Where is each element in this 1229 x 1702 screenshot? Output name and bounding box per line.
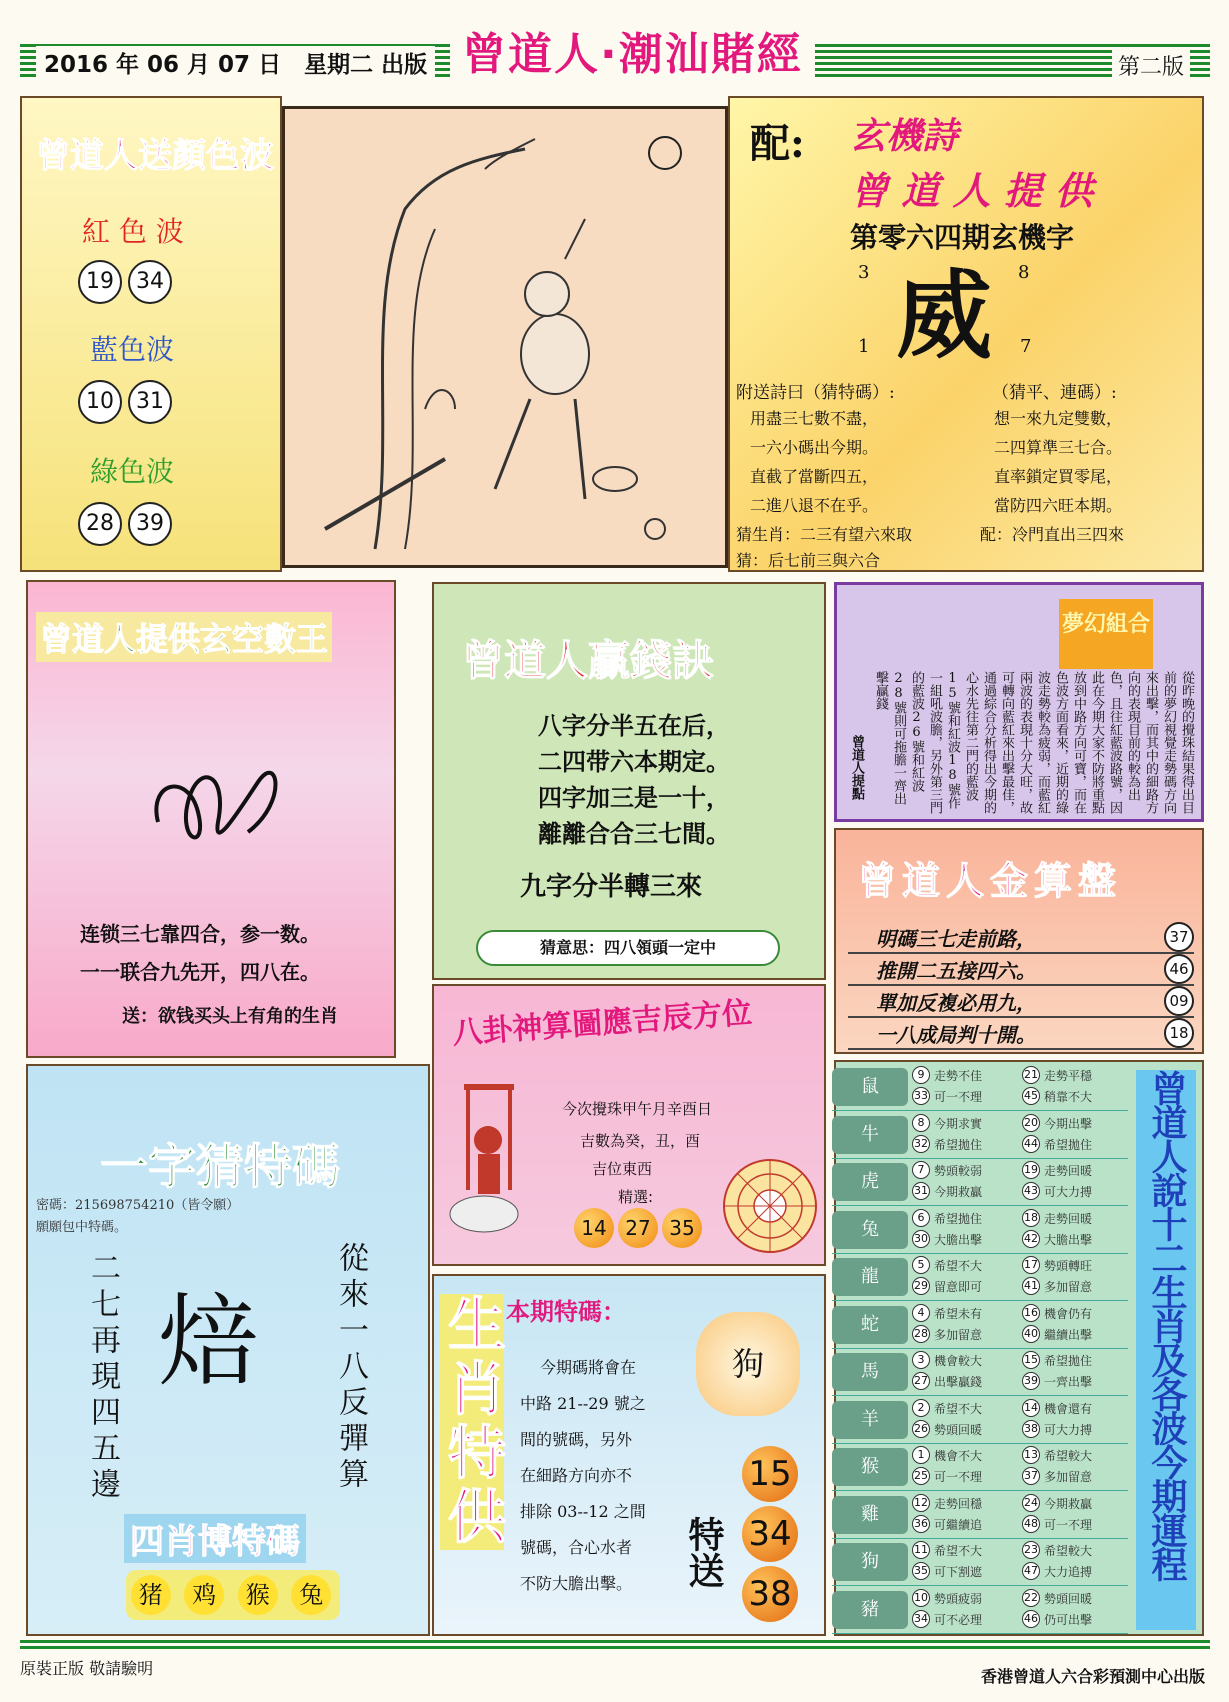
calc-row (848, 986, 1194, 1018)
zodiac-animal: 羊 (832, 1401, 908, 1439)
zodiac-ball: 兔 (291, 1575, 331, 1615)
calc-verse: 推開二五接四六。 (876, 958, 1036, 983)
fortune-text: 希望較大 (1044, 1544, 1093, 1558)
zodiac-fortune-row (832, 1254, 1128, 1301)
fortune-number: 4 (912, 1304, 930, 1322)
calc-row (848, 954, 1194, 986)
page-header (20, 18, 1210, 80)
win-title: 曾道人贏錢訣 (462, 636, 715, 685)
fortune-col-b (1018, 1586, 1128, 1634)
xuankong-line2: 一一联合九先开，四八在。 (80, 960, 320, 984)
zodiac-animal: 狗 (832, 1543, 908, 1581)
red-ball: 19 (78, 260, 122, 304)
zodiac-fortune-row (832, 1587, 1128, 1634)
fortune-text: 勢頭疲弱 (934, 1591, 983, 1606)
fortune-number: 26 (912, 1420, 930, 1438)
win-verses (538, 708, 730, 852)
bagua-line1: 今次攪珠甲午月辛酉日 (562, 1100, 713, 1118)
calc-row (848, 1018, 1194, 1050)
fortune-text: 勢頭較弱 (934, 1164, 983, 1178)
fortune-number: 38 (1022, 1420, 1040, 1438)
one-char-title: 一字猜特碼 (100, 1139, 341, 1195)
fortune-text: 希望較大 (1044, 1449, 1093, 1463)
zodiac-animal: 虎 (832, 1163, 908, 1201)
fortune-text: 機會還有 (1044, 1401, 1093, 1416)
fortune-text: 今期救贏 (934, 1185, 983, 1199)
poem-issue: 第零六四期玄機字 (850, 221, 1075, 254)
fortune-col-a (908, 1158, 1018, 1206)
zodiac-fortune-row (832, 1112, 1128, 1159)
fortune-text: 希望拋住 (934, 1211, 983, 1226)
illustration-panel (282, 106, 728, 568)
red-wave-label: 紅 色 波 (82, 215, 184, 248)
calc-verse: 一八成局判十開。 (876, 1022, 1036, 1047)
special-ball: 34 (742, 1506, 798, 1562)
combo-signature: 曾道人提點 (849, 735, 864, 800)
zodiac-fortune-row (832, 1302, 1128, 1349)
fortune-text: 大膽出擊 (934, 1232, 983, 1247)
verse: 離離合合三七間。 (538, 819, 730, 848)
num-top-left: 3 (858, 262, 870, 283)
green-ball: 39 (128, 502, 172, 546)
fortune-text: 多加留意 (1044, 1280, 1093, 1294)
win-panel (432, 582, 826, 980)
zodiac-fortune-row (832, 1064, 1128, 1111)
zodiac-ball: 鸡 (184, 1575, 224, 1615)
fortune-number: 28 (912, 1325, 930, 1343)
fortune-text: 可一不理 (1044, 1517, 1093, 1532)
verse: 四字加三是一十， (538, 783, 730, 812)
fortune-number: 18 (1022, 1209, 1040, 1227)
blue-ball: 31 (128, 380, 172, 424)
fortune-col-a (908, 1586, 1018, 1634)
calc-number: 37 (1164, 922, 1194, 952)
bagua-ball: 35 (662, 1208, 702, 1248)
fortune-text: 希望不大 (934, 1544, 983, 1558)
fortune-text: 走勢回穩 (934, 1496, 983, 1511)
fortune-text: 大膽出擊 (1044, 1232, 1093, 1247)
fortune-number: 24 (1022, 1494, 1040, 1512)
fortune-text: 可下割遮 (934, 1565, 983, 1579)
fortune-number: 40 (1022, 1325, 1040, 1343)
footer-left: 原裝正版 敬請驗明 (20, 1659, 154, 1678)
fortune-number: 25 (912, 1467, 930, 1485)
xuankong-title: 曾道人提供玄空數王 (36, 612, 332, 662)
fortune-col-a (908, 1111, 1018, 1159)
fortune-number: 37 (1022, 1467, 1040, 1485)
blue-wave-label: 藍色波 (90, 333, 175, 366)
fortune-number: 9 (912, 1066, 930, 1084)
fortune-number: 3 (912, 1351, 930, 1369)
green-ball: 28 (78, 502, 122, 546)
bagua-numbers (574, 1208, 706, 1248)
fortune-text: 可一不理 (934, 1470, 983, 1484)
verse: 二進八退不在乎。 (750, 496, 879, 515)
fortune-text: 多加留意 (1044, 1470, 1093, 1484)
fortune-number: 21 (1022, 1066, 1040, 1084)
special-ball: 38 (742, 1566, 798, 1622)
verse: 想一來九定雙數， (994, 409, 1123, 428)
fortune-number: 7 (912, 1161, 930, 1179)
secret-code-note: 願願包中特碼。 (36, 1220, 128, 1235)
blue-ball: 10 (78, 380, 122, 424)
red-wave-numbers (78, 260, 178, 304)
fortune-number: 27 (912, 1372, 930, 1390)
text-line: 今期碼將會在 (540, 1358, 637, 1377)
fortune-col-a (908, 1301, 1018, 1349)
special-send: 特送 (683, 1516, 724, 1588)
fortune-col-a (908, 1396, 1018, 1444)
fortune-text: 機會不大 (934, 1449, 983, 1463)
fortune-number: 31 (912, 1182, 930, 1200)
calc-number: 46 (1164, 954, 1194, 984)
fortune-text: 走勢回暖 (1044, 1211, 1093, 1226)
zodiac-animal: 猴 (832, 1448, 908, 1486)
fortune-text: 留意即可 (934, 1280, 983, 1294)
fortune-number: 43 (1022, 1182, 1040, 1200)
fortune-text: 希望不大 (934, 1259, 983, 1273)
bagua-ball: 27 (618, 1208, 658, 1248)
fortune-text: 希望拋住 (1044, 1354, 1093, 1368)
fortune-number: 10 (912, 1589, 930, 1607)
verse: 當防四六旺本期。 (994, 496, 1123, 515)
xuankong-line1: 连锁三七靠四合，参一数。 (80, 922, 320, 946)
fortune-number: 19 (1022, 1161, 1040, 1179)
mystery-character: 威 (896, 259, 992, 372)
fortune-col-a (908, 1491, 1018, 1539)
zodiac-fortune-row (832, 1349, 1128, 1396)
fortune-number: 44 (1022, 1135, 1040, 1153)
special-ball: 15 (742, 1446, 798, 1502)
fortune-number: 6 (912, 1209, 930, 1227)
fortune-text: 繼續出擊 (1044, 1327, 1093, 1342)
fortune-number: 48 (1022, 1515, 1040, 1533)
fortune-number: 22 (1022, 1589, 1040, 1607)
guess-zodiac: 猜生肖：二三有望六來取 (736, 525, 913, 544)
fortune-col-b (1018, 1396, 1128, 1444)
paper-title: 曾道人·潮汕賭經 (450, 18, 815, 82)
zodiac-fortune-row (832, 1207, 1128, 1254)
blue-wave-numbers (78, 380, 178, 424)
fortune-col-b (1018, 1491, 1128, 1539)
win-extra: 九字分半轉三來 (520, 872, 703, 902)
green-wave-numbers (78, 502, 178, 546)
calc-verse: 明碼三七走前路， (876, 926, 1036, 951)
fortune-col-a (908, 1253, 1018, 1301)
color-wave-title: 曾道人送顏色波 (36, 136, 274, 176)
calc-verse: 單加反複必用九， (876, 990, 1036, 1015)
zodiac-special-panel (432, 1274, 826, 1636)
fortune-number: 36 (912, 1515, 930, 1533)
fortune-number: 12 (912, 1494, 930, 1512)
one-char-panel (26, 1064, 430, 1636)
fortune-number: 42 (1022, 1230, 1040, 1248)
fortune-text: 機會較大 (934, 1354, 983, 1368)
fortune-text: 可大力搏 (1044, 1185, 1093, 1199)
fortune-text: 機會仍有 (1044, 1306, 1093, 1321)
verse: 直截了當斷四五， (750, 467, 879, 486)
fortune-number: 14 (1022, 1399, 1040, 1417)
zodiac-fortune-row (832, 1492, 1128, 1539)
fortune-col-b (1018, 1443, 1128, 1491)
fortune-col-b (1018, 1063, 1128, 1111)
zodiac-ball: 猪 (131, 1575, 171, 1615)
poem-title: 玄機詩 (850, 116, 959, 157)
text-line: 中路 21--29 號之 (520, 1394, 646, 1413)
fortune-text: 稍靠不大 (1044, 1090, 1093, 1104)
zodiac-animal: 雞 (832, 1496, 908, 1534)
calc-rows (848, 922, 1194, 1050)
fortune-text: 可一不理 (934, 1090, 983, 1104)
fortune-number: 23 (1022, 1541, 1040, 1559)
fortune-text: 走勢平穩 (1044, 1069, 1093, 1083)
fortune-col-a (908, 1063, 1018, 1111)
bagua-panel (432, 984, 826, 1266)
fortune-number: 29 (912, 1277, 930, 1295)
special-animal: 狗 (696, 1312, 800, 1416)
zodiac-animal: 鼠 (832, 1068, 908, 1106)
zodiac-animal: 牛 (832, 1116, 908, 1154)
fortune-col-b (1018, 1158, 1128, 1206)
fortune-text: 希望拋住 (1044, 1137, 1093, 1152)
verse: 二四带六本期定。 (538, 747, 730, 776)
fortune-number: 1 (912, 1446, 930, 1464)
bagua-title: 八卦神算圖應吉辰方位 (451, 995, 754, 1052)
fortune-text: 多加留意 (934, 1327, 983, 1342)
fortune-col-a (908, 1206, 1018, 1254)
secret-code: 密碼：215698754210（皆令願） (36, 1198, 240, 1213)
fortune-number: 39 (1022, 1372, 1040, 1390)
special-numbers (742, 1446, 798, 1622)
zodiac-special-vtitle: 生肖特供 (438, 1294, 506, 1550)
fortune-col-b (1018, 1538, 1128, 1586)
four-zodiac-list (126, 1570, 340, 1620)
calc-number: 18 (1164, 1018, 1194, 1048)
fortune-col-a (908, 1348, 1018, 1396)
red-ball: 34 (128, 260, 172, 304)
num-bottom-left: 1 (858, 336, 870, 357)
boy-tree-illustration (285, 109, 725, 565)
fortune-text: 今期出擊 (1044, 1116, 1093, 1131)
zodiac-animal: 兔 (832, 1211, 908, 1249)
zodiac-fortune-row (832, 1444, 1128, 1491)
fortune-number: 30 (912, 1230, 930, 1248)
fortune-text: 走勢回暖 (1044, 1164, 1093, 1178)
fortune-number: 5 (912, 1256, 930, 1274)
verse: 用盡三七數不盡， (750, 409, 879, 428)
fortune-col-a (908, 1538, 1018, 1586)
green-wave-label: 綠色波 (90, 455, 175, 488)
calc-number: 09 (1164, 986, 1194, 1016)
guess-line: 猜：后七前三與六合 (736, 551, 881, 570)
bagua-line3: 吉位東西 (592, 1160, 653, 1178)
fortune-text: 勢頭回暖 (934, 1422, 983, 1437)
verse: 二四算準三七合。 (994, 438, 1123, 457)
zodiac-fortune-row (832, 1539, 1128, 1586)
footer-bar (20, 1640, 1210, 1652)
pei-cold: 配：冷門直出三四來 (980, 525, 1125, 544)
fortune-text: 可繼續追 (934, 1517, 983, 1532)
pei-label: 配: (750, 120, 805, 167)
combo-title: 夢幻組合 (1059, 599, 1153, 669)
bagua-line2: 吉數為癸，丑，酉 (580, 1132, 701, 1150)
fortune-number: 17 (1022, 1256, 1040, 1274)
fortune-number: 16 (1022, 1304, 1040, 1322)
verse: 一六小碼出今期。 (750, 438, 879, 457)
fortune-text: 可不必理 (934, 1612, 983, 1627)
fortune-number: 20 (1022, 1114, 1040, 1132)
fortune-col-a (908, 1443, 1018, 1491)
text-line: 間的號碼，另外 (520, 1430, 633, 1449)
one-char-right-verse: 從來一八反彈算 (333, 1242, 368, 1494)
fortune-number: 46 (1022, 1610, 1040, 1628)
fortune-number: 11 (912, 1541, 930, 1559)
verse: 八字分半五在后， (538, 711, 730, 740)
poem-provider: 曾 道 人 提 供 (850, 169, 1093, 213)
fortune-number: 34 (912, 1610, 930, 1628)
num-bottom-right: 7 (1020, 336, 1032, 357)
special-head: 本期特碼： (506, 1298, 626, 1326)
twelve-vtitle: 曾道人說十二生肖及各波今期運程 (1136, 1070, 1196, 1630)
zodiac-animal: 馬 (832, 1353, 908, 1391)
fortune-text: 希望未有 (934, 1306, 983, 1321)
fortune-number: 32 (912, 1135, 930, 1153)
zodiac-animal: 蛇 (832, 1306, 908, 1344)
fortune-col-b (1018, 1206, 1128, 1254)
special-text (520, 1350, 646, 1602)
poem-right-head: （猜平、連碼）: (992, 383, 1117, 403)
fortune-number: 15 (1022, 1351, 1040, 1369)
zodiac-fortune-row (832, 1159, 1128, 1206)
fortune-number: 35 (912, 1562, 930, 1580)
zodiac-animal: 龍 (832, 1258, 908, 1296)
fortune-text: 勢頭轉旺 (1044, 1259, 1093, 1273)
poem-panel (728, 96, 1204, 572)
poem-left-head: 附送詩曰（猜特碼）: (736, 383, 895, 403)
fortune-text: 可大力搏 (1044, 1422, 1093, 1437)
publish-date: 2016 年 06 月 07 日 星期二 出版 (36, 46, 435, 79)
text-line: 號碼，合心水者 (520, 1538, 633, 1557)
poem-left-verses (750, 404, 878, 520)
fortune-number: 33 (912, 1087, 930, 1105)
handwritten-signature (138, 742, 298, 872)
xuankong-send: 送：欲钱买头上有角的生肖 (122, 1006, 338, 1027)
verse: 直率鎖定買零尾， (994, 467, 1123, 486)
combo-panel (834, 582, 1204, 822)
fortune-text: 一齊出擊 (1044, 1375, 1093, 1389)
fortune-number: 47 (1022, 1562, 1040, 1580)
fortune-number: 41 (1022, 1277, 1040, 1295)
fortune-number: 45 (1022, 1087, 1040, 1105)
fortune-text: 出擊贏錢 (934, 1375, 983, 1389)
four-zodiac-title: 四肖博特碼 (124, 1514, 306, 1563)
fortune-text: 勢頭回暖 (1044, 1591, 1093, 1606)
bagua-line4: 精選: (618, 1188, 654, 1206)
fortune-text: 希望拋住 (934, 1137, 983, 1152)
xuankong-panel (26, 580, 396, 1058)
fortune-text: 仍可出擊 (1044, 1612, 1093, 1627)
calc-title: 曾道人金算盤 (858, 859, 1123, 903)
num-top-right: 8 (1018, 262, 1030, 283)
fortune-text: 今期求實 (934, 1116, 983, 1131)
fortune-number: 2 (912, 1399, 930, 1417)
fortune-text: 走勢不佳 (934, 1069, 983, 1083)
one-char-character: 焙 (158, 1283, 258, 1400)
text-line: 不防大膽出擊。 (520, 1574, 633, 1593)
zodiac-animal: 豬 (832, 1591, 908, 1629)
fortune-text: 大力追搏 (1044, 1565, 1093, 1579)
fortune-number: 13 (1022, 1446, 1040, 1464)
warrior-illustration (444, 1078, 534, 1248)
one-char-left-verse: 二七再現四五邊 (85, 1252, 120, 1504)
edition-label: 第二版 (1112, 50, 1190, 81)
poem-right-verses (994, 404, 1122, 520)
bagua-compass (720, 1156, 820, 1256)
color-wave-panel (20, 96, 282, 572)
fortune-col-b (1018, 1111, 1128, 1159)
fortune-text: 希望不大 (934, 1401, 983, 1416)
text-line: 在細路方向亦不 (520, 1466, 633, 1485)
footer-right: 香港曾道人六合彩預測中心出版 (980, 1667, 1205, 1686)
fortune-col-b (1018, 1301, 1128, 1349)
zodiac-fortune-row (832, 1397, 1128, 1444)
fortune-text: 今期救贏 (1044, 1496, 1093, 1511)
bagua-ball: 14 (574, 1208, 614, 1248)
win-hint: 猜意思：四八領頭一定中 (476, 930, 780, 966)
calc-panel (834, 828, 1204, 1054)
fortune-col-b (1018, 1253, 1128, 1301)
calc-row (848, 922, 1194, 954)
text-line: 排除 03--12 之間 (520, 1502, 646, 1521)
combo-text: 從昨晚的攪珠結果得出目前的夢幻視覺走勢碼方向來出擊，而其中的細路方向的表現目前的較為出色，且往紅藍波路號，因此在今期大家不防將重點放到中路方向可寶，而在色波方面看來，近期的綠波走勢較為疲弱，而藍紅兩波的表現十分大旺，故可轉向藍紅來出擊最佳，通過綜合分析得出今期的心水先往第二門的藍波15號和紅波18號作一組吼波膽，另外第三門的藍波26號和紅波28號則可拖膽一齊出擊贏錢 (873, 671, 1194, 814)
zodiac-ball: 猴 (238, 1575, 278, 1615)
fortune-col-b (1018, 1348, 1128, 1396)
fortune-number: 8 (912, 1114, 930, 1132)
